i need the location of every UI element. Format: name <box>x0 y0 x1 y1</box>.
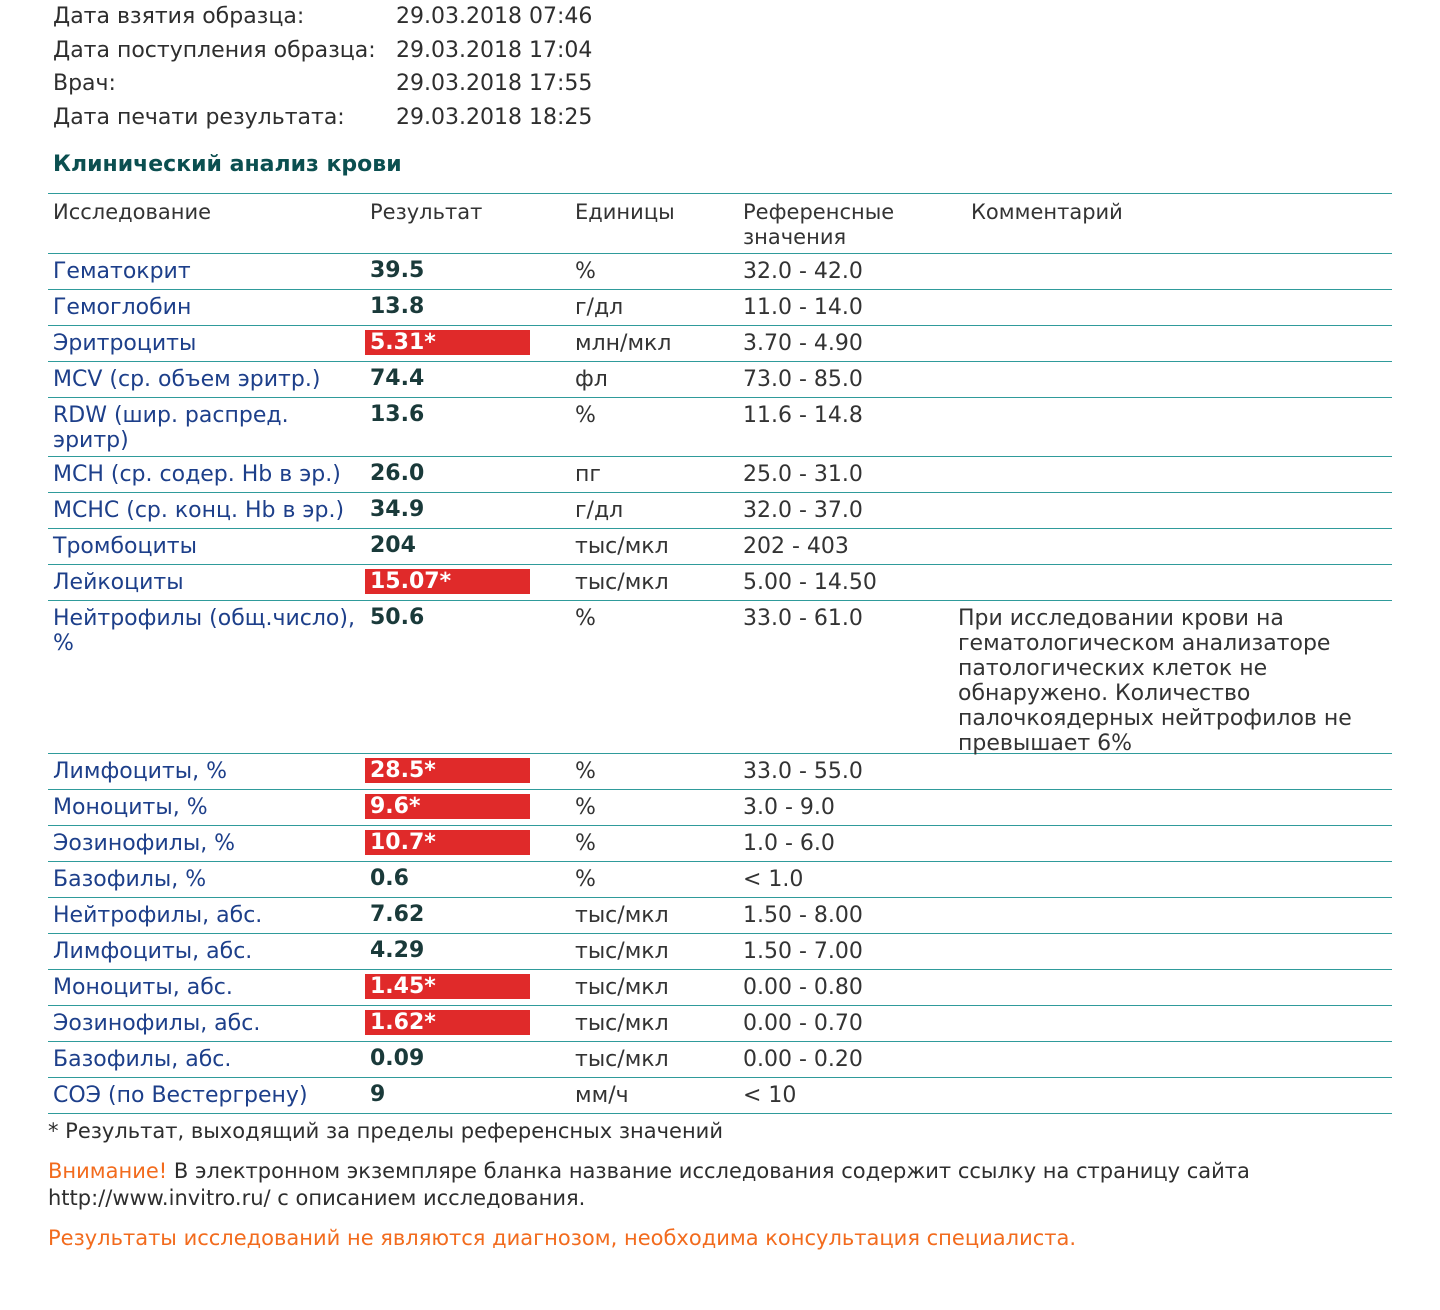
reference-range: 32.0 - 42.0 <box>743 259 863 284</box>
test-name-link[interactable]: Тромбоциты <box>53 534 197 559</box>
result-units: тыс/мкл <box>575 570 669 595</box>
test-name-link[interactable]: Лимфоциты, абс. <box>53 939 253 964</box>
meta-label: Врач: <box>53 71 116 96</box>
test-name-link[interactable]: MCHC (ср. конц. Hb в эр.) <box>53 498 345 523</box>
result-value-flagged: 1.45* <box>365 974 530 999</box>
table-row <box>48 493 1392 529</box>
reference-range: 202 - 403 <box>743 534 849 559</box>
result-units: % <box>575 759 596 784</box>
result-value: 0.6 <box>370 866 409 891</box>
meta-label: Дата печати результата: <box>53 104 345 130</box>
site-link[interactable]: http://www.invitro.ru/ <box>48 1186 271 1210</box>
meta-label: Дата поступления образца: <box>53 37 376 63</box>
result-units: г/дл <box>575 498 624 523</box>
disclaimer: Результаты исследований не являются диагнозом, необходима консультация специалиста. <box>48 1226 1077 1250</box>
result-units: тыс/мкл <box>575 534 669 559</box>
result-value: 9 <box>370 1082 386 1107</box>
reference-range: 1.0 - 6.0 <box>743 831 835 856</box>
test-name-link[interactable]: Нейтрофилы, абс. <box>53 903 263 928</box>
table-row <box>48 790 1392 826</box>
result-value-flagged: 10.7* <box>365 830 530 855</box>
reference-range: 73.0 - 85.0 <box>743 367 863 392</box>
result-units: % <box>575 259 596 284</box>
result-units: млн/мкл <box>575 331 672 356</box>
table-row <box>48 529 1392 565</box>
result-value-flagged: 1.62* <box>365 1010 530 1035</box>
result-value: 50.6 <box>370 605 425 630</box>
reference-range: 33.0 - 61.0 <box>743 606 863 631</box>
result-value: 34.9 <box>370 497 425 522</box>
result-value-flagged: 9.6* <box>365 794 530 819</box>
result-units: % <box>575 606 596 631</box>
result-value: 204 <box>370 533 416 558</box>
test-name-link[interactable]: Гематокрит <box>53 259 191 284</box>
result-value: 13.8 <box>370 294 425 319</box>
table-row <box>48 601 1392 754</box>
meta-value: 29.03.2018 18:25 <box>396 104 593 130</box>
test-name-link[interactable]: RDW (шир. распред. эритр) <box>53 403 289 453</box>
test-name-link[interactable]: MCV (ср. объем эритр.) <box>53 367 321 392</box>
test-name-link[interactable]: MCH (ср. содер. Hb в эр.) <box>53 462 341 487</box>
reference-range: 0.00 - 0.20 <box>743 1047 863 1072</box>
reference-range: 11.0 - 14.0 <box>743 295 863 320</box>
result-value-flagged: 28.5* <box>365 758 530 783</box>
reference-range: 3.70 - 4.90 <box>743 331 863 356</box>
reference-range: 25.0 - 31.0 <box>743 462 863 487</box>
result-value: 13.6 <box>370 402 425 427</box>
table-row <box>48 754 1392 790</box>
notice-text: В электронном экземпляре бланка название исследования содержит ссылку на страницу сайта <box>173 1159 1250 1183</box>
table-row <box>48 1078 1392 1114</box>
reference-range: 5.00 - 14.50 <box>743 570 877 595</box>
table-row <box>48 290 1392 326</box>
test-name-link[interactable]: Базофилы, % <box>53 867 207 892</box>
section-title: Клинический анализ крови <box>53 152 402 177</box>
table-row <box>48 970 1392 1006</box>
header-comment: Комментарий <box>971 200 1123 224</box>
result-units: % <box>575 795 596 820</box>
table-row <box>48 254 1392 290</box>
reference-range: 11.6 - 14.8 <box>743 403 863 428</box>
result-units: пг <box>575 462 601 487</box>
header-result: Результат <box>370 200 483 224</box>
test-name-link[interactable]: Эозинофилы, % <box>53 831 236 856</box>
table-row <box>48 862 1392 898</box>
meta-value: 29.03.2018 17:55 <box>396 71 593 96</box>
result-units: тыс/мкл <box>575 975 669 1000</box>
table-row <box>48 362 1392 398</box>
test-name-link[interactable]: Лимфоциты, % <box>53 759 228 784</box>
reference-range: 3.0 - 9.0 <box>743 795 835 820</box>
test-name-link[interactable]: Базофилы, абс. <box>53 1047 232 1072</box>
header-reference: Референсные значения <box>743 200 895 249</box>
reference-range: < 10 <box>743 1083 797 1108</box>
result-value: 26.0 <box>370 461 425 486</box>
reference-range: 1.50 - 8.00 <box>743 903 863 928</box>
warning-label: Внимание! <box>48 1159 168 1183</box>
result-units: тыс/мкл <box>575 1011 669 1036</box>
header-units: Единицы <box>575 200 675 224</box>
result-units: фл <box>575 367 608 392</box>
footnote: * Результат, выходящий за пределы референсных значений <box>48 1119 723 1143</box>
result-comment: При исследовании крови на гематологическом анализаторе патологических клеток не обнаружено. Количество палочкоядерных нейтрофилов не превышает 6% <box>958 606 1352 756</box>
reference-range: 33.0 - 55.0 <box>743 759 863 784</box>
result-units: г/дл <box>575 295 624 320</box>
meta-value: 29.03.2018 17:04 <box>396 37 593 63</box>
table-row <box>48 898 1392 934</box>
result-units: % <box>575 403 596 428</box>
result-units: % <box>575 867 596 892</box>
notice-link-suffix: с описанием исследования. <box>277 1186 586 1210</box>
meta-value: 29.03.2018 07:46 <box>396 4 593 29</box>
table-row <box>48 934 1392 970</box>
result-value: 7.62 <box>370 902 425 927</box>
table-row <box>48 565 1392 601</box>
table-row <box>48 1006 1392 1042</box>
reference-range: 0.00 - 0.70 <box>743 1011 863 1036</box>
test-name-link[interactable]: Лейкоциты <box>53 570 184 595</box>
test-name-link[interactable]: Моноциты, абс. <box>53 975 233 1000</box>
result-value: 74.4 <box>370 366 425 391</box>
result-value: 0.09 <box>370 1046 425 1071</box>
reference-range: < 1.0 <box>743 867 804 892</box>
test-name-link[interactable]: Моноциты, % <box>53 795 208 820</box>
result-value-flagged: 15.07* <box>365 569 530 594</box>
result-units: тыс/мкл <box>575 1047 669 1072</box>
test-name-link[interactable]: Эритроциты <box>53 331 197 356</box>
reference-range: 32.0 - 37.0 <box>743 498 863 523</box>
reference-range: 0.00 - 0.80 <box>743 975 863 1000</box>
table-row <box>48 398 1392 457</box>
meta-label: Дата взятия образца: <box>53 4 305 29</box>
table-row <box>48 826 1392 862</box>
result-value: 39.5 <box>370 258 425 283</box>
table-header <box>48 194 1392 254</box>
test-name-link[interactable]: Гемоглобин <box>53 295 192 320</box>
test-name-link[interactable]: Эозинофилы, абс. <box>53 1011 261 1036</box>
result-units: мм/ч <box>575 1083 629 1108</box>
table-row <box>48 1042 1392 1078</box>
result-value: 4.29 <box>370 938 425 963</box>
result-units: % <box>575 831 596 856</box>
test-name-link[interactable]: СОЭ (по Вестергрену) <box>53 1083 308 1108</box>
result-value-flagged: 5.31* <box>365 330 530 355</box>
result-units: тыс/мкл <box>575 903 669 928</box>
reference-range: 1.50 - 7.00 <box>743 939 863 964</box>
test-name-link[interactable]: Нейтрофилы (общ.число), % <box>53 606 355 656</box>
table-row <box>48 457 1392 493</box>
results-table <box>48 193 1392 1114</box>
notice <box>48 1158 1250 1212</box>
header-test: Исследование <box>53 200 212 224</box>
table-row <box>48 326 1392 362</box>
result-units: тыс/мкл <box>575 939 669 964</box>
